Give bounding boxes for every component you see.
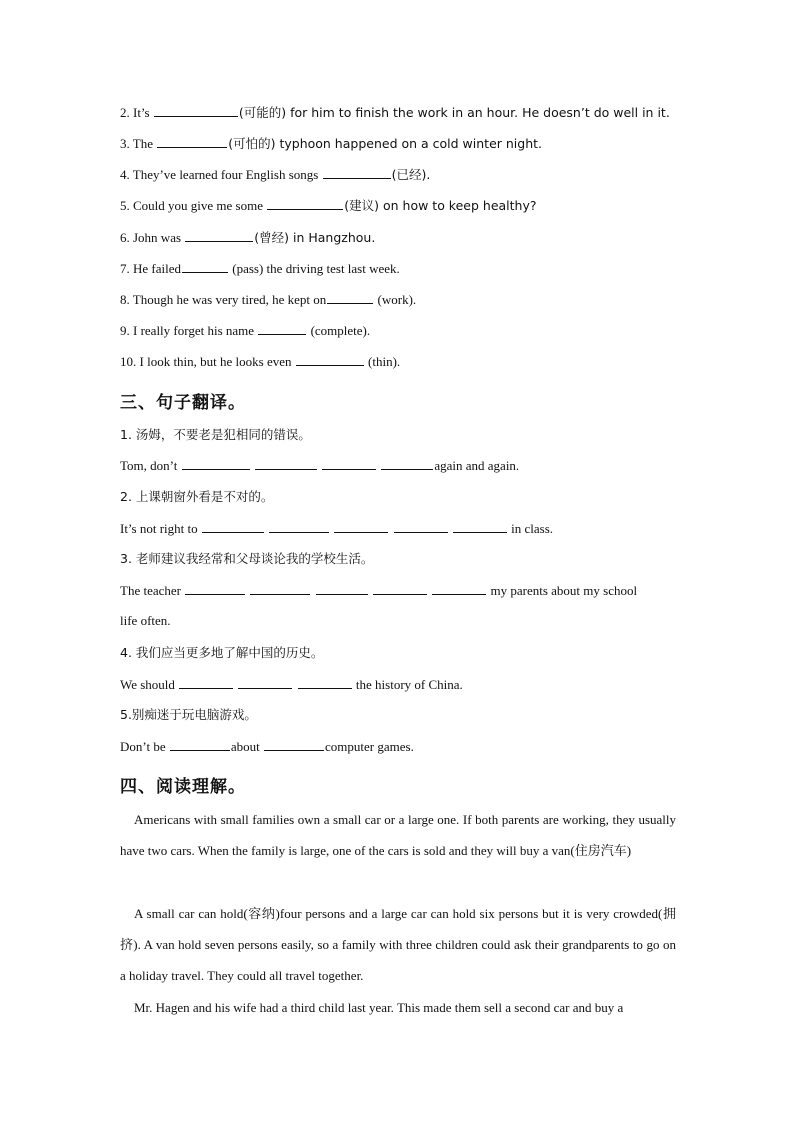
- translation-1-answer: [120, 457, 680, 474]
- answer-blank[interactable]: [258, 322, 306, 335]
- question-8: [120, 291, 680, 308]
- question-9: [120, 322, 680, 339]
- question-6: [120, 229, 680, 246]
- answer-blank[interactable]: [269, 520, 329, 533]
- answer-blank[interactable]: [182, 260, 228, 273]
- answer-blank[interactable]: [185, 582, 245, 595]
- translation-2-text-a: It’s not right to: [120, 521, 201, 536]
- translation-3-answer-cont: life often.: [120, 613, 171, 628]
- question-9-text-b: (complete).: [307, 323, 371, 338]
- translation-5-answer: [120, 738, 680, 755]
- answer-blank[interactable]: [185, 229, 253, 242]
- question-8-text-b: (work).: [374, 292, 417, 307]
- translation-3-text-a: The teacher: [120, 583, 185, 598]
- translation-5-chinese: 5.别痴迷于玩电脑游戏。: [120, 707, 257, 722]
- question-5-text-a: 5. Could you give me some: [120, 198, 267, 213]
- question-2-text-a: 2. It’s: [120, 105, 153, 120]
- answer-blank[interactable]: [182, 457, 250, 470]
- answer-blank[interactable]: [432, 582, 486, 595]
- translation-1-text-a: Tom, don’t: [120, 458, 181, 473]
- reading-paragraph-2-text: A small car can hold(容纳)four persons and a large car can hold six persons but it is very crowded(拥挤). A van hold seven persons easily, so a family with three children could ask their grandparents to go on a holiday travel. They could all travel together.: [120, 906, 676, 983]
- question-7-text-b: (pass) the driving test last week.: [229, 261, 400, 276]
- answer-blank[interactable]: [250, 582, 310, 595]
- translation-4-chinese: 4. 我们应当更多地了解中国的历史。: [120, 645, 324, 660]
- question-3: [120, 135, 680, 152]
- translation-2-answer: [120, 520, 680, 537]
- question-7: [120, 260, 680, 277]
- reading-paragraph-1: [120, 804, 676, 866]
- question-6-text-a: 6. John was: [120, 230, 185, 245]
- question-9-text-a: 9. I really forget his name: [120, 323, 258, 338]
- reading-paragraph-2: [120, 898, 676, 991]
- question-7-text-a: 7. He failed: [120, 261, 182, 276]
- answer-blank[interactable]: [373, 582, 427, 595]
- question-6-text-b: (曾经) in Hangzhou.: [254, 230, 376, 245]
- question-5: [120, 197, 680, 214]
- question-3-text-b: (可怕的) typhoon happened on a cold winter night.: [228, 136, 542, 151]
- translation-4-text-b: the history of China.: [352, 677, 463, 692]
- question-2: [120, 104, 680, 121]
- translation-3-answer: [120, 582, 676, 599]
- translation-4-text-a: We should: [120, 677, 179, 692]
- answer-blank[interactable]: [298, 676, 352, 689]
- translation-3-chinese: 3. 老师建议我经常和父母谈论我的学校生活。: [120, 551, 374, 566]
- translation-5-text-b: about: [230, 739, 264, 754]
- question-4: [120, 166, 680, 183]
- answer-blank[interactable]: [327, 291, 373, 304]
- translation-3-text-b: my parents about my school: [487, 583, 638, 598]
- question-10: [120, 353, 680, 370]
- question-8-text-a: 8. Though he was very tired, he kept on: [120, 292, 327, 307]
- answer-blank[interactable]: [238, 676, 292, 689]
- question-10-text-a: 10. I look thin, but he looks even: [120, 354, 295, 369]
- translation-5-text-c: computer games.: [325, 739, 414, 754]
- answer-blank[interactable]: [322, 457, 376, 470]
- question-4-text-b: (已经).: [391, 167, 431, 182]
- translation-2-chinese: 2. 上课朝窗外看是不对的。: [120, 489, 274, 504]
- answer-blank[interactable]: [267, 197, 343, 210]
- section-3-heading: 三、句子翻译。: [120, 393, 246, 413]
- answer-blank[interactable]: [381, 457, 433, 470]
- answer-blank[interactable]: [323, 166, 391, 179]
- answer-blank[interactable]: [453, 520, 507, 533]
- question-5-text-b: (建议) on how to keep healthy?: [344, 198, 537, 213]
- question-3-text-a: 3. The: [120, 136, 157, 151]
- translation-1-text-b: again and again.: [434, 458, 520, 473]
- answer-blank[interactable]: [296, 353, 364, 366]
- answer-blank[interactable]: [157, 135, 227, 148]
- translation-4-answer: [120, 676, 680, 693]
- question-2-text-b: (可能的) for him to finish the work in an hour. He doesn’t do well in it.: [238, 105, 670, 120]
- answer-blank[interactable]: [170, 738, 230, 751]
- question-10-text-b: (thin).: [364, 354, 401, 369]
- section-4-heading: 四、阅读理解。: [120, 777, 246, 797]
- answer-blank[interactable]: [179, 676, 233, 689]
- answer-blank[interactable]: [154, 104, 238, 117]
- answer-blank[interactable]: [202, 520, 264, 533]
- translation-2-text-b: in class.: [507, 521, 554, 536]
- answer-blank[interactable]: [255, 457, 317, 470]
- answer-blank[interactable]: [334, 520, 388, 533]
- question-4-text-a: 4. They’ve learned four English songs: [120, 167, 322, 182]
- answer-blank[interactable]: [394, 520, 448, 533]
- translation-5-text-a: Don’t be: [120, 739, 169, 754]
- answer-blank[interactable]: [264, 738, 324, 751]
- translation-1-chinese: 1. 汤姆，不要老是犯相同的错误。: [120, 427, 311, 442]
- reading-paragraph-3-text: Mr. Hagen and his wife had a third child last year. This made them sell a second car and buy a: [134, 1000, 624, 1015]
- reading-paragraph-3: [120, 992, 676, 1023]
- reading-paragraph-1-text: Americans with small families own a small car or a large one. If both parents are working, they usually have two cars. When the family is large, one of the cars is sold and they will buy a van(住房汽车): [120, 812, 676, 858]
- answer-blank[interactable]: [316, 582, 368, 595]
